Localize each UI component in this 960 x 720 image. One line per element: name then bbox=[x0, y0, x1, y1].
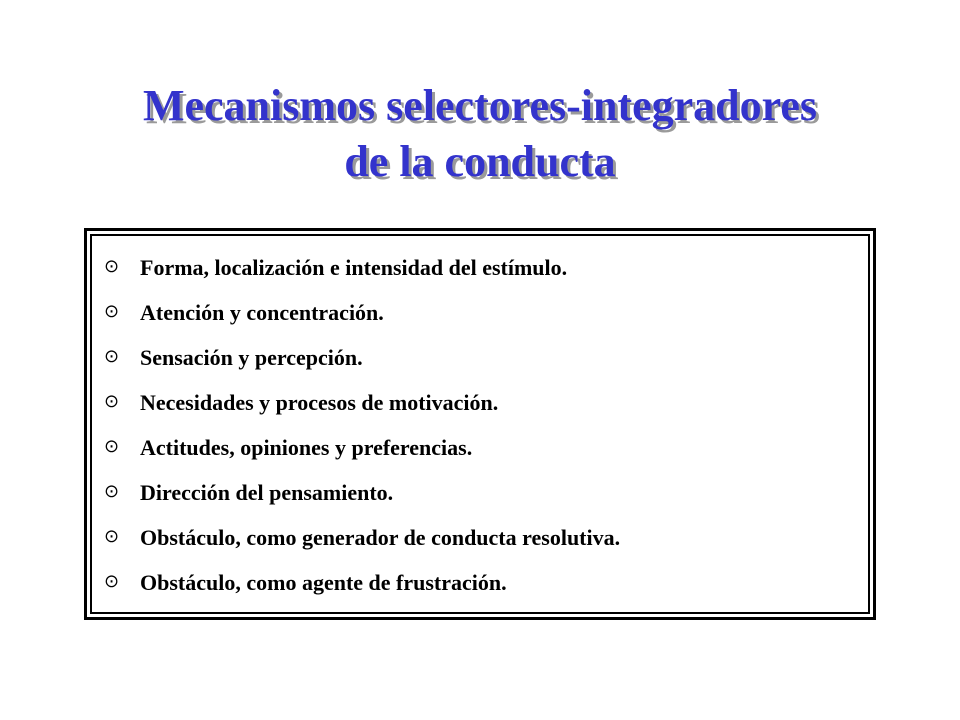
bullet-list bbox=[104, 245, 858, 605]
list-item-text: Obstáculo, como agente de frustración. bbox=[140, 569, 507, 595]
content-box bbox=[84, 228, 876, 620]
title-line-1: Mecanismos selectores-integradores bbox=[142, 81, 818, 130]
circled-dot-icon: ⊙ bbox=[104, 301, 120, 322]
list-item-text: Dirección del pensamiento. bbox=[140, 479, 394, 505]
circled-dot-icon: ⊙ bbox=[104, 346, 120, 367]
content-box-inner-border bbox=[90, 234, 870, 614]
circled-dot-icon: ⊙ bbox=[104, 571, 120, 592]
circled-dot-icon: ⊙ bbox=[104, 391, 120, 412]
list-item bbox=[104, 470, 858, 515]
slide-title bbox=[0, 78, 960, 190]
list-item bbox=[104, 380, 858, 425]
circled-dot-icon: ⊙ bbox=[104, 481, 120, 502]
list-item-text: Actitudes, opiniones y preferencias. bbox=[140, 434, 473, 460]
list-item bbox=[104, 560, 858, 605]
circled-dot-icon: ⊙ bbox=[104, 436, 120, 457]
list-item bbox=[104, 335, 858, 380]
list-item bbox=[104, 515, 858, 560]
list-item bbox=[104, 425, 858, 470]
list-item bbox=[104, 245, 858, 290]
list-item-text: Necesidades y procesos de motivación. bbox=[140, 389, 499, 415]
list-item-text: Sensación y percepción. bbox=[140, 344, 363, 370]
circled-dot-icon: ⊙ bbox=[104, 256, 120, 277]
list-item-text: Forma, localización e intensidad del estímulo. bbox=[140, 254, 568, 280]
list-item-text: Obstáculo, como generador de conducta resolutiva. bbox=[140, 524, 621, 550]
list-item-text: Atención y concentración. bbox=[140, 299, 384, 325]
list-item bbox=[104, 290, 858, 335]
title-line-2: de la conducta bbox=[344, 137, 616, 186]
circled-dot-icon: ⊙ bbox=[104, 526, 120, 547]
